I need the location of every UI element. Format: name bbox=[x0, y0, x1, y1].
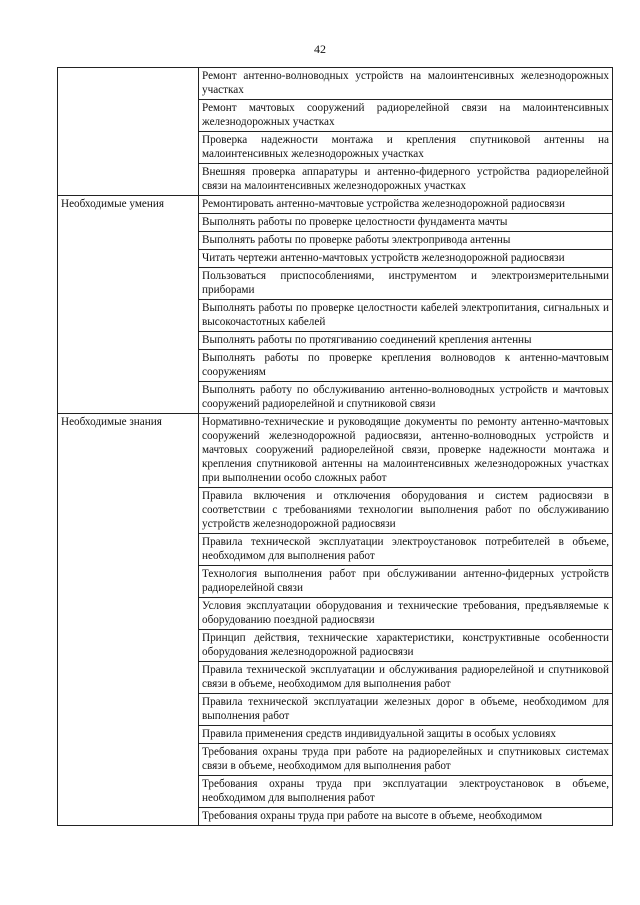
table-cell: Правила технической эксплуатации и обслуживания радиорелейной и спутниковой связи в объеме, необходимом для выполнения работ bbox=[199, 662, 613, 694]
table-cell: Технология выполнения работ при обслуживании антенно-фидерных устройств радиорелейной связи bbox=[199, 566, 613, 598]
table-cell: Выполнять работы по проверке целостности кабелей электропитания, сигнальных и высокочастотных кабелей bbox=[199, 300, 613, 332]
table-cell: Выполнять работы по проверке работы электропривода антенны bbox=[199, 232, 613, 250]
qualification-table bbox=[57, 67, 613, 826]
table-cell: Правила применения средств индивидуальной защиты в особых условиях bbox=[199, 726, 613, 744]
table-cell: Требования охраны труда при работе на радиорелейных и спутниковых системах связи в объеме, необходимом для выполнения работ bbox=[199, 744, 613, 776]
table-cell: Ремонтировать антенно-мачтовые устройства железнодорожной радиосвязи bbox=[199, 196, 613, 214]
table-cell: Читать чертежи антенно-мачтовых устройств железнодорожной радиосвязи bbox=[199, 250, 613, 268]
table-cell: Принцип действия, технические характеристики, конструктивные особенности оборудования железнодорожной радиосвязи bbox=[199, 630, 613, 662]
table-cell: Правила включения и отключения оборудования и систем радиосвязи в соответствии с требованиями технологии выполнения работ по обслуживанию устройств железнодорожной радиосвязи bbox=[199, 488, 613, 534]
table-row bbox=[58, 196, 613, 214]
page-number: 42 bbox=[314, 42, 326, 56]
table-cell: Нормативно-технические и руководящие документы по ремонту антенно-мачтовых сооружений железнодорожной радиосвязи, антенно-волноводных устройств и мачтовых сооружений радиорелейной связи, проверке надежности монтажа и крепления спутниковой антенны на малоинтенсивных железнодорожных участках при выполнении особо сложных работ bbox=[199, 414, 613, 488]
table-cell: Выполнять работы по проверке целостности фундамента мачты bbox=[199, 214, 613, 232]
table-row bbox=[58, 414, 613, 488]
table-cell: Правила технической эксплуатации электроустановок потребителей в объеме, необходимом для выполнения работ bbox=[199, 534, 613, 566]
table-cell: Требования охраны труда при эксплуатации электроустановок в объеме, необходимом для выполнения работ bbox=[199, 776, 613, 808]
table-cell: Проверка надежности монтажа и крепления спутниковой антенны на малоинтенсивных железнодорожных участках bbox=[199, 132, 613, 164]
table-cell: Пользоваться приспособлениями, инструментом и электроизмерительными приборами bbox=[199, 268, 613, 300]
table-cell: Условия эксплуатации оборудования и технические требования, предъявляемые к оборудованию поездной радиосвязи bbox=[199, 598, 613, 630]
table-cell: Ремонт антенно-волноводных устройств на малоинтенсивных железнодорожных участках bbox=[199, 68, 613, 100]
table-cell: Требования охраны труда при работе на высоте в объеме, необходимом bbox=[199, 808, 613, 826]
table-cell: Ремонт мачтовых сооружений радиорелейной связи на малоинтенсивных железнодорожных участках bbox=[199, 100, 613, 132]
table-cell: Внешняя проверка аппаратуры и антенно-фидерного устройства радиорелейной связи на малоинтенсивных железнодорожных участках bbox=[199, 164, 613, 196]
table-cell: Выполнять работы по проверке крепления волноводов к антенно-мачтовым сооружениям bbox=[199, 350, 613, 382]
row-label bbox=[58, 68, 199, 196]
row-label: Необходимые знания bbox=[58, 414, 199, 826]
table-cell: Выполнять работы по протягиванию соединений крепления антенны bbox=[199, 332, 613, 350]
table-row bbox=[58, 68, 613, 100]
table-cell: Выполнять работу по обслуживанию антенно-волноводных устройств и мачтовых сооружений радиорелейной и спутниковой связи bbox=[199, 382, 613, 414]
row-label: Необходимые умения bbox=[58, 196, 199, 414]
table-cell: Правила технической эксплуатации железных дорог в объеме, необходимом для выполнения работ bbox=[199, 694, 613, 726]
